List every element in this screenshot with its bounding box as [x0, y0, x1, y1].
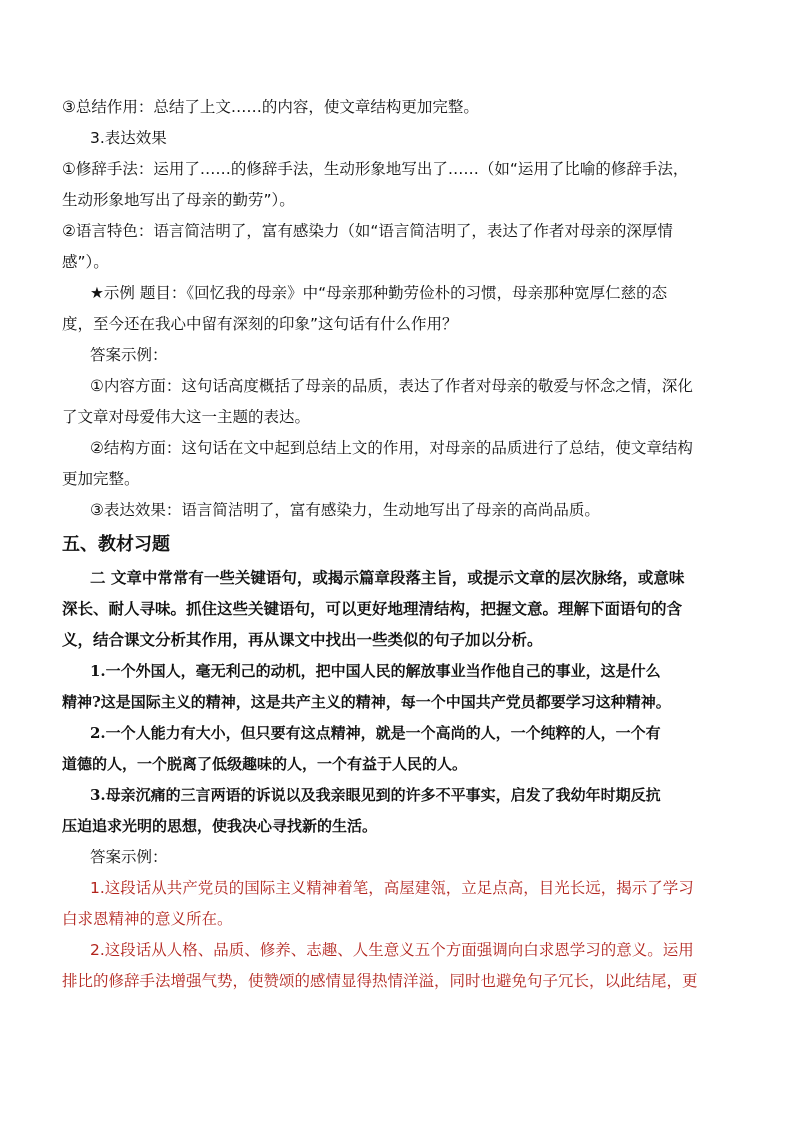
text-line: 精神?这是国际主义的精神，这是共产主义的精神，每一个中国共产党员都要学习这种精神。: [62, 693, 671, 711]
text-line: 度，至今还在我心中留有深刻的印象”这句话有什么作用？: [62, 315, 458, 333]
text-line: ②结构方面：这句话在文中起到总结上文的作用，对母亲的品质进行了总结，使文章结构: [90, 439, 693, 457]
text-line: 答案示例：: [90, 346, 168, 364]
text-line: 义，结合课文分析其作用，再从课文中找出一些类似的句子加以分析。: [62, 631, 543, 649]
text-line: ★示例 题目：《回忆我的母亲》中“母亲那种勤劳俭朴的习惯，母亲那种宽厚仁慈的态: [90, 284, 668, 302]
text-line: 3.母亲沉痛的三言两语的诉说以及我亲眼见到的许多不平事实，启发了我幼年时期反抗: [90, 786, 661, 804]
text-line: ③表达效果：语言简洁明了，富有感染力，生动地写出了母亲的高尚品质。: [90, 501, 600, 519]
text-line: ②语言特色：语言简洁明了，富有感染力（如“语言简洁明了，表达了作者对母亲的深厚情: [62, 222, 673, 240]
text-line: ①内容方面：这句话高度概括了母亲的品质，表达了作者对母亲的敬爱与怀念之情，深化: [90, 377, 693, 395]
text-line: 3.表达效果: [90, 129, 167, 147]
text-line: 生动形象地写出了母亲的勤劳”）。: [62, 191, 295, 209]
text-line: ③总结作用：总结了上文……的内容，使文章结构更加完整。: [62, 98, 479, 116]
text-line: 了文章对母爱伟大这一主题的表达。: [62, 408, 311, 426]
text-line: 更加完整。: [62, 470, 140, 488]
text-line: 白求恩精神的意义所在。: [62, 910, 233, 928]
text-line: 道德的人，一个脱离了低级趣味的人，一个有益于人民的人。: [62, 755, 468, 773]
text-line: 二 文章中常常有一些关键语句，或揭示篇章段落主旨，或提示文章的层次脉络，或意味: [90, 569, 685, 587]
text-line: 2.这段话从人格、品质、修养、志趣、人生意义五个方面强调向白求恩学习的意义。运用: [90, 941, 694, 959]
text-line: 深长、耐人寻味。抓住这些关键语句，可以更好地理清结构，把握文意。理解下面语句的含: [62, 600, 683, 618]
document-page: [62, 92, 732, 997]
content-block: [62, 92, 732, 526]
text-line: 答案示例：: [90, 848, 168, 866]
text-line: ①修辞手法：运用了……的修辞手法，生动形象地写出了……（如“运用了比喻的修辞手法，: [62, 160, 689, 178]
text-line: 压迫追求光明的思想，使我决心寻找新的生活。: [62, 817, 378, 835]
text-line: 1.这段话从共产党员的国际主义精神着笔，高屋建瓴，立足点高，目光长远，揭示了学习: [90, 879, 694, 897]
text-line: 感”）。: [62, 253, 109, 271]
text-line: 2.一个人能力有大小，但只要有这点精神，就是一个高尚的人，一个纯粹的人，一个有: [90, 724, 661, 742]
exercise-block: [62, 563, 732, 997]
text-line: 1.一个外国人，毫无利己的动机，把中国人民的解放事业当作他自己的事业，这是什么: [90, 662, 661, 680]
section-heading: 五、教材习题: [62, 534, 170, 555]
text-line: 排比的修辞手法增强气势，使赞颂的感情显得热情洋溢，同时也避免句子冗长，以此结尾，更: [62, 972, 698, 990]
